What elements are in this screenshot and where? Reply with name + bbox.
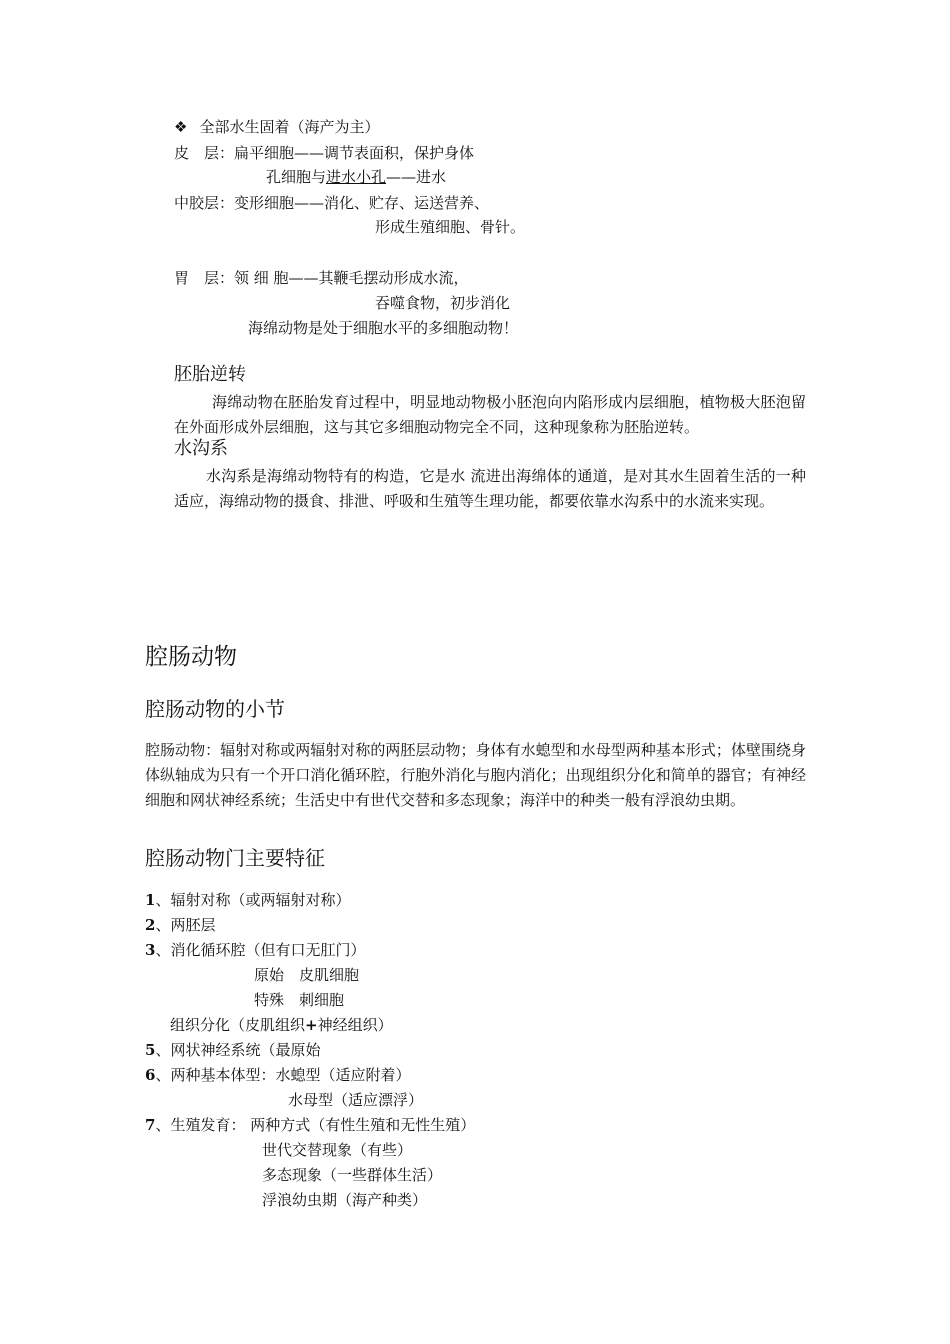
feature-3 bbox=[145, 940, 365, 960]
feature-5-number: 5 bbox=[145, 1041, 156, 1059]
gastral-text-1: 领 细 胞——其鞭毛摆动形成水流， bbox=[234, 269, 469, 287]
mesohyl-label: 中胶层： bbox=[174, 194, 235, 212]
feature-6-sub: 水母型（适应漂浮） bbox=[288, 1091, 424, 1109]
canal-paragraph: 水沟系是海绵动物特有的构造，它是水 流进出海绵体的通道，是对其水生固着生活的一种适应，海绵动物的摄食、排泄、呼吸和生殖等生理功能，都要依靠水沟系中的水流来实现。 bbox=[174, 467, 806, 510]
feature-3-sub-1: 原始 皮肌细胞 bbox=[254, 966, 360, 984]
inversion-paragraph: 海绵动物在胚胎发育过程中，明显地动物极小胚泡向内陷形成内层细胞，植物极大胚泡留在外面形成外层细胞，这与其它多细胞动物完全不同，这种现象称为胚胎逆转。 bbox=[174, 393, 806, 436]
feature-5-text: 、网状神经系统（最原始 bbox=[155, 1041, 321, 1059]
pinacoderm-text: 扁平细胞——调节表面积，保护身体 bbox=[234, 144, 475, 162]
habitat-line bbox=[174, 117, 379, 137]
habitat-text: 全部水生固着（海产为主） bbox=[199, 118, 380, 136]
mesohyl-text-1: 变形细胞——消化、贮存、运送营养、 bbox=[234, 194, 490, 212]
feature-2 bbox=[145, 915, 215, 935]
feature-1-number: 1 bbox=[145, 891, 156, 909]
inversion-heading: 胚胎逆转 bbox=[174, 364, 246, 385]
summary-heading: 腔肠动物的小节 bbox=[145, 697, 285, 721]
pinacoderm-line bbox=[174, 143, 474, 163]
feature-7-sub-3: 浮浪幼虫期（海产种类） bbox=[262, 1191, 428, 1209]
feature-6-number: 6 bbox=[145, 1066, 156, 1084]
feature-3-number: 3 bbox=[145, 941, 156, 959]
porocyte-suffix: ——进水 bbox=[386, 168, 447, 186]
feature-3-text: 、消化循环腔（但有口无肛门） bbox=[155, 941, 366, 959]
feature-4-text-a: 组织分化（皮肌组织 bbox=[170, 1016, 306, 1034]
porocyte-line bbox=[266, 167, 446, 187]
feature-6 bbox=[145, 1065, 410, 1085]
porocyte-prefix: 孔细胞与 bbox=[266, 168, 327, 186]
gastral-label: 胃 层： bbox=[174, 269, 235, 287]
feature-2-number: 2 bbox=[145, 916, 156, 934]
feature-2-text: 、两胚层 bbox=[155, 916, 216, 934]
gastral-line bbox=[174, 268, 469, 288]
canal-heading: 水沟系 bbox=[174, 438, 228, 459]
feature-3-sub-2: 特殊 刺细胞 bbox=[254, 991, 345, 1009]
mesohyl-text-2: 形成生殖细胞、骨针。 bbox=[375, 218, 526, 236]
feature-7-sub-1: 世代交替现象（有些） bbox=[262, 1141, 413, 1159]
feature-7 bbox=[145, 1115, 475, 1135]
pinacoderm-label: 皮 层： bbox=[174, 144, 235, 162]
feature-5 bbox=[145, 1040, 320, 1060]
feature-7-sub-2: 多态现象（一些群体生活） bbox=[262, 1166, 443, 1184]
cnidaria-title: 腔肠动物 bbox=[145, 644, 237, 670]
feature-7-number: 7 bbox=[145, 1116, 156, 1134]
features-heading: 腔肠动物门主要特征 bbox=[145, 846, 325, 870]
feature-1-text: 、辐射对称（或两辐射对称） bbox=[155, 891, 351, 909]
summary-paragraph: 腔肠动物：辐射对称或两辐射对称的两胚层动物；身体有水螅型和水母型两种基本形式；体壁围绕身体纵轴成为只有一个开口消化循环腔，行胞外消化与胞内消化；出现组织分化和简单的器官；有神经细胞和网状神经系统；生活史中有世代交替和多态现象；海洋中的种类一般有浮浪幼虫期。 bbox=[145, 741, 806, 809]
feature-4-text-b: 神经组织） bbox=[317, 1016, 393, 1034]
mesohyl-line bbox=[174, 193, 489, 213]
gastral-text-2: 吞噬食物，初步消化 bbox=[375, 294, 511, 312]
porocyte-underlined: 进水小孔 bbox=[326, 168, 387, 186]
feature-6-text: 、两种基本体型：水螅型（适应附着） bbox=[155, 1066, 411, 1084]
feature-1 bbox=[145, 890, 350, 910]
sponge-conclusion: 海绵动物是处于细胞水平的多细胞动物！ bbox=[248, 319, 519, 337]
diamond-bullet-icon: ❖ bbox=[174, 118, 188, 136]
feature-7-text: 、生殖发育： 两种方式（有性生殖和无性生殖） bbox=[155, 1116, 476, 1134]
feature-4 bbox=[170, 1015, 393, 1035]
feature-4-plus: + bbox=[305, 1016, 318, 1034]
